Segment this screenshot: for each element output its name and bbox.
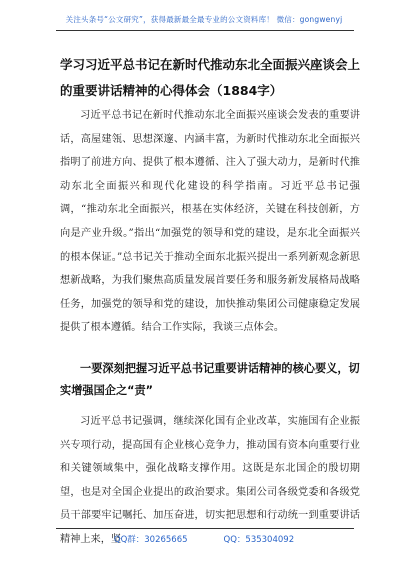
header-divider xyxy=(56,30,354,31)
paragraph-section-one xyxy=(60,410,360,552)
paragraph-section-one-text: 习近平总书记强调，继续深化国有企业改革，实施国有企业振兴专项行动，提高国有企业核心竞争力，推动国有资本向重要行业和关键领域集中，强化战略支撑作用。这既是东北国企的殷切期望，也是对全国企业提出的政治要求。集团公司各级党委和各级党员干部要牢记嘱托、加压奋进，切实把思想和行动统一到重要讲话精神上来，坚 xyxy=(60,416,360,545)
footer-contact xyxy=(0,533,408,545)
footer-divider xyxy=(56,528,354,529)
footer-qq-group: QQ群：30265665 xyxy=(113,535,188,545)
paragraph-intro xyxy=(60,104,360,340)
paragraph-intro-text: 习近平总书记在新时代推动东北全面振兴座谈会发表的重要讲话，高屋建瓴、思想深邃、内涵丰富，为新时代推动东北全面振兴指明了前进方向、提供了根本遵循、注入了强大动力，是新时代推动东北全面振兴和现代化建设的科学指南。习近平总书记强调，“推动东北全面振兴，根基在实体经济，关键在科技创新，方向是产业升级。”指出“加强党的领导和党的建设，是东北全面振兴的根本保证。”总书记关于推动全面东北振兴提出一系列新观念新思想新战略，为我们聚焦高质量发展首要任务和服务新发展格局战略任务，加强党的领导和党的建设，加快推动集团公司健康稳定发展提供了根本遵循。结合工作实际，我谈三点体会。 xyxy=(60,110,360,334)
section-heading xyxy=(60,358,360,402)
section-heading-text: 一要深刻把握习近平总书记重要讲话精神的核心要义，切实增强国企之“责” xyxy=(60,362,360,397)
footer-qq: QQ：535304092 xyxy=(223,535,295,545)
header-note: 关注头条号“公文研究”，获得最新最全最专业的公文资料库！ 微信：gongwenyj xyxy=(65,15,343,24)
document-title: 学习习近平总书记在新时代推动东北全面振兴座谈会上的重要讲话精神的心得体会（1884字） xyxy=(60,57,361,98)
